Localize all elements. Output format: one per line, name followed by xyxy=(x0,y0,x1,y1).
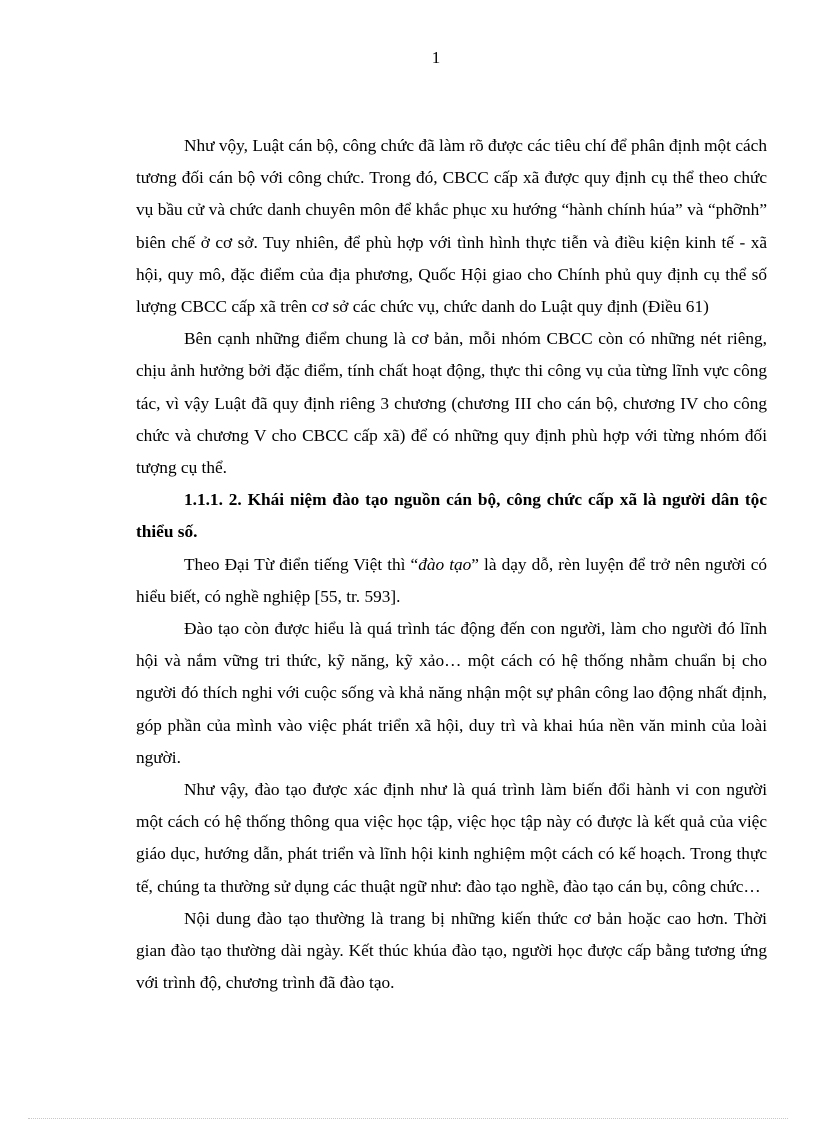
paragraph: Đào tạo còn được hiểu là quá trình tác động đến con người, làm cho người đó lĩnh hội và nắm vững tri thức, kỹ năng, kỹ xảo… một cách có hệ thống nhằm chuẩn bị cho người đó thích nghi với cuộc sống và khả năng nhận một sự phân công lao động nhất định, góp phần của mình vào việc phát triển xã hội, duy trì và khai húa nền văn minh của loài người. xyxy=(136,619,767,767)
paragraph: Như vậy, đào tạo được xác định như là quá trình làm biến đổi hành vi con người một cách có hệ thống thông qua việc học tập, việc học tập này có được là kết quả của việc giáo dục, hướng dẫn, phát triển và lĩnh hội kinh nghiệm một cách có kế hoạch. Trong thực tế, chúng ta thường sử dụng các thuật ngữ như: đào tạo nghề, đào tạo cán bụ, công chức… xyxy=(136,780,767,896)
definition-paragraph xyxy=(136,549,767,613)
section-heading: 1.1.1. 2. Khái niệm đào tạo nguồn cán bộ, công chức cấp xã là người dân tộc thiểu số. xyxy=(136,490,767,542)
definition-term: đào tạo xyxy=(418,554,472,574)
paragraph: Bên cạnh những điểm chung là cơ bản, mỗi nhóm CBCC còn có những nét riêng, chịu ảnh hưởng bởi đặc điểm, tính chất hoạt động, thực thi công vụ của từng lĩnh vực công tác, vì vậy Luật đã quy định riêng 3 chương (chương III cho cán bộ, chương IV cho công chức và chương V cho CBCC cấp xã) để có những quy định phù hợp với từng nhóm đối tượng cụ thể. xyxy=(136,329,767,478)
document-body xyxy=(136,130,767,999)
paragraph: Như vộy, Luật cán bộ, công chức đã làm rõ được các tiêu chí để phân định một cách tương đối cán bộ với công chức. Trong đó, CBCC cấp xã được quy định cụ thể theo chức vụ bầu cử và chức danh chuyên môn để khắc phục xu hướng “hành chính húa” và “phỡnh” biên chế ở cơ sở. Tuy nhiên, để phù hợp với tình hình thực tiễn và điều kiện kinh tế - xã hội, quy mô, đặc điểm của địa phương, Quốc Hội giao cho Chính phủ quy định cụ thể số lượng CBCC cấp xã trên cơ sở các chức vụ, chức danh do Luật quy định (Điều 61) xyxy=(136,136,767,317)
paragraph: Nội dung đào tạo thường là trang bị những kiến thức cơ bản hoặc cao hơn. Thời gian đào tạo thường dài ngày. Kết thúc khúa đào tạo, người học được cấp bằng tương ứng với trình độ, chương trình đã đào tạo. xyxy=(136,908,767,993)
page-divider xyxy=(28,1118,788,1119)
definition-text-after: ” là dạy dỗ, rèn luyện để trở nên người có hiểu biết, có nghề nghiệp [55, tr. 593]. xyxy=(136,554,768,606)
page-number: 1 xyxy=(431,48,441,67)
definition-text-before: Theo Đại Từ điển tiếng Việt thì “ xyxy=(184,554,419,574)
